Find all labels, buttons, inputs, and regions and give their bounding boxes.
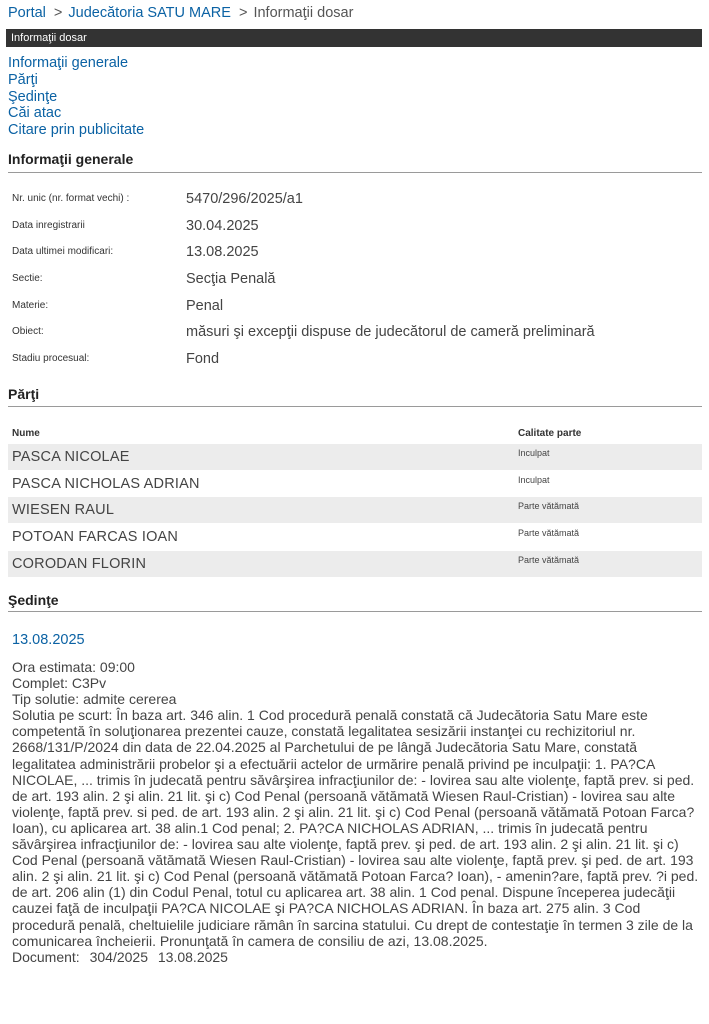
- nav-link-parti[interactable]: Părţi: [8, 71, 38, 88]
- field-value-sectie: Secţia Penală: [186, 271, 276, 287]
- section-title-general: Informaţii generale: [8, 151, 134, 167]
- party-name: POTOAN FARCAS IOAN: [12, 529, 179, 545]
- party-role: Inculpat: [518, 448, 550, 458]
- hearing-solution-summary: Solutia pe scurt: În baza art. 346 alin. 1 Cod procedură penală constată că Judecătoria Satu Mare este competentă în soluţionarea prezentei cauze, constată legalitatea sesizării instanţei cu rechizitoriul nr. 2668/131/P/2024 din data de 22.04.2025 al Parchetului de pe lângă Judecătoria Satu Mare, constată legalitatea administrării probelor şi a efectuării actelor de urmărire penală privind pe inculpaţii: 1. PA?CA NICOLAE, ... trimis în judecată pentru săvârşirea infracţiunilor de: - lovirea sau alte violenţe, faptă prev. si ped. de art. 193 alin. 2 şi alin. 21 lit. şi c) Cod Penal (persoană vătămată Wiesen Raul-Cristian) - lovirea sau alte violenţe, faptă prev. si ped. de art. 193 alin. 2 şi alin. 21 lit. şi c) Cod Penal (persoană vătămată Potoan Farca? Ioan), cu aplicarea art. 38 alin.1 Cod penal; 2. PA?CA NICHOLAS ADRIAN, ... trimis în judecată pentru săvârşirea infracţiunilor de: - lovirea sau alte violenţe, faptă prev. şi ped. de art. 193 alin. 2 şi alin. 21 lit. şi c) Cod Penal (persoană vătămată Wiesen Raul-Cristian) - lovirea sau alte violenţe, faptă prev. şi ped. de art. 193 alin. 2 şi alin. 21 lit. şi c) Cod Penal (persoană vătămată Potoan Farca? Ioan), - amenin?are, faptă prev. ?i ped. de art. 206 alin (1) din Codul Penal, totul cu aplicarea art. 38 alin. 1 Cod penal. Dispune începerea judecăţii cauzei faţă de inculpaţii PA?CA NICOLAE şi PA?CA NICHOLAS ADRIAN. În baza art. 275 alin. 3 Cod procedură penală, cheltuielile judiciare rămân în sarcina statului. Cu drept de contestaţie în termen 3 zile de la comunicarea încheierii. Pronunţată în camera de consiliu de azi, 13.08.2025.: [12, 707, 699, 949]
- party-role: Parte vătămată: [518, 528, 580, 538]
- field-label: Data ultimei modificari:: [12, 246, 114, 257]
- field-value-nr-unic: 5470/296/2025/a1: [186, 191, 303, 207]
- breadcrumb: [8, 5, 353, 21]
- document-date: 13.08.2025: [157, 948, 228, 965]
- field-label: Materie:: [12, 300, 49, 311]
- table-row: [8, 524, 702, 550]
- field-label: Stadiu procesual:: [12, 353, 90, 364]
- column-header-nume: Nume: [12, 428, 40, 439]
- section-nav: [8, 55, 144, 139]
- field-value-materie: Penal: [186, 298, 224, 314]
- table-row: [8, 551, 702, 577]
- party-role: Parte vătămată: [518, 501, 580, 511]
- document-label: Document:: [12, 948, 80, 965]
- party-name: CORODAN FLORIN: [12, 556, 147, 572]
- breadcrumb-separator: >: [238, 5, 248, 21]
- column-header-calitate: Calitate parte: [518, 428, 582, 439]
- hearing-document: [12, 949, 706, 965]
- section-title-sedinte: Şedinţe: [8, 592, 59, 608]
- document-number: 304/2025: [89, 948, 148, 965]
- divider: [8, 406, 702, 407]
- nav-link-citare[interactable]: Citare prin publicitate: [8, 122, 145, 139]
- nav-link-cai-atac[interactable]: Căi atac: [8, 105, 62, 122]
- field-value-stadiu: Fond: [186, 351, 220, 367]
- party-name: PASCA NICOLAE: [12, 449, 130, 465]
- field-label: Obiect:: [12, 326, 44, 337]
- hearing-date: 13.08.2025: [12, 632, 85, 648]
- party-role: Parte vătămată: [518, 555, 580, 565]
- table-row: [8, 497, 702, 523]
- party-name: WIESEN RAUL: [12, 502, 115, 518]
- nav-link-sedinte[interactable]: Şedinţe: [8, 88, 58, 105]
- divider: [8, 172, 702, 173]
- breadcrumb-separator: >: [53, 5, 63, 21]
- field-value-obiect: măsuri şi excepţii dispuse de judecătorul de cameră preliminară: [186, 324, 595, 340]
- page-header-bar: Informaţii dosar: [6, 29, 702, 47]
- breadcrumb-current: Informaţii dosar: [253, 5, 354, 21]
- breadcrumb-portal-link[interactable]: Portal: [8, 5, 46, 21]
- table-row: [8, 444, 702, 470]
- nav-link-informatii-generale[interactable]: Informaţii generale: [8, 55, 129, 71]
- party-name: PASCA NICHOLAS ADRIAN: [12, 476, 200, 492]
- hearing-details: [12, 659, 706, 965]
- divider: [8, 611, 702, 612]
- field-label: Sectie:: [12, 273, 43, 284]
- field-value-data-modificari: 13.08.2025: [186, 244, 259, 260]
- field-label: Nr. unic (nr. format vechi) :: [12, 193, 130, 204]
- field-value-data-inregistrarii: 30.04.2025: [186, 218, 259, 234]
- hearing-panel: Complet: C3Pv: [12, 675, 107, 692]
- party-role: Inculpat: [518, 475, 550, 485]
- field-label: Data inregistrarii: [12, 220, 85, 231]
- breadcrumb-court-link[interactable]: Judecătoria SATU MARE: [68, 5, 231, 21]
- hearing-time: Ora estimata: 09:00: [12, 659, 135, 675]
- hearing-solution-type: Tip solutie: admite cererea: [12, 691, 177, 708]
- table-row: [8, 471, 702, 497]
- section-title-parti: Părţi: [8, 386, 40, 402]
